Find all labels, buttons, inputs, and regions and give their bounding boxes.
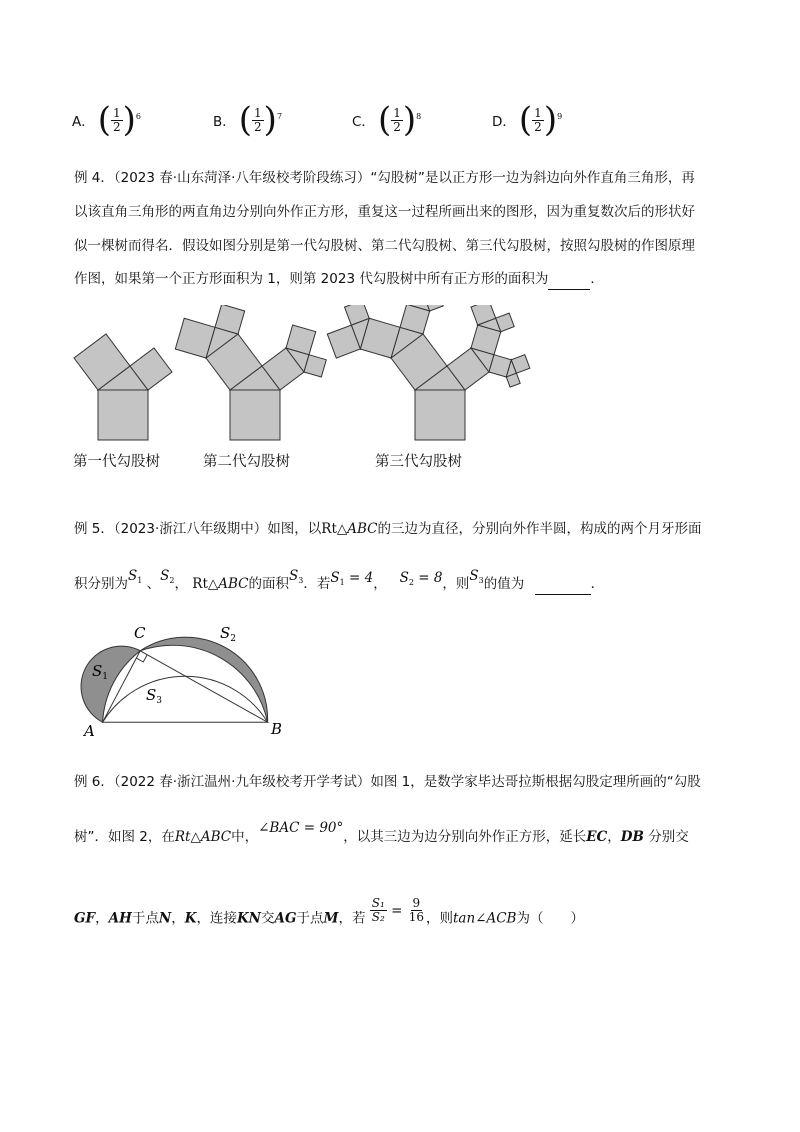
option-a[interactable]: A． ( $\frac{1}{2}$ ) 6	[72, 100, 142, 140]
fraction: $\frac{1}{2}$	[254, 105, 262, 134]
tree-square	[98, 390, 148, 440]
option-c[interactable]: C． ( $\frac{1}{2}$ ) 8	[352, 100, 422, 140]
ex5-line-1: 例 5．（2023·浙江八年级期中）如图，以Rt△ABC的三边为直径，分别向外作半圆，构成的两个月牙形面	[74, 521, 702, 537]
value-fraction: $\frac{9}{16}$	[408, 896, 424, 924]
caption-gen2: 第二代勾股树	[203, 454, 290, 470]
ex4-line-4: 作图，如果第一个正方形面积为 1，则第 2023 代勾股树中所有正方形的面积为 ．	[74, 269, 604, 290]
fraction: $\frac{1}{2}$	[113, 105, 121, 134]
label-s1: $S_1$	[92, 662, 109, 682]
label-a: A	[84, 722, 95, 740]
answer-blank[interactable]	[535, 574, 591, 595]
option-letter: C．	[352, 114, 375, 130]
caption-gen3: 第三代勾股树	[375, 454, 462, 470]
ex4-line-3: 似一棵树而得名．假设如图分别是第一代勾股树、第二代勾股树、第三代勾股树，按照勾股树的作图原理	[74, 238, 695, 254]
option-letter: D．	[492, 114, 516, 130]
label-s2: $S_2$	[220, 624, 237, 644]
ratio-fraction: $\frac{\text{S₁}}{\text{S₂}}$	[371, 896, 385, 924]
exponent: 7	[276, 111, 283, 121]
exponent: 8	[416, 111, 422, 121]
ex4-line-2: 以该直角三角形的两直角边分别向外作正方形，重复这一过程所画出来的图形，因为重复数次后的形状好	[74, 204, 695, 220]
option-letter: A．	[72, 114, 95, 130]
ex6-line-2: 树”．如图 2，在Rt△ABC中，∠BAC = 90°，以其三边为边分别向外作正方形，延长EC，DB 分别交	[74, 820, 689, 845]
lune-figure	[70, 610, 310, 745]
label-b: B	[271, 720, 283, 738]
label-c: C	[134, 624, 146, 642]
pythagoras-trees-figure	[60, 305, 540, 445]
option-letter: B．	[213, 114, 236, 130]
caption-gen1: 第一代勾股树	[73, 454, 160, 470]
tree-square	[415, 390, 465, 440]
option-b[interactable]: B． ( $\frac{1}{2}$ ) 7	[213, 100, 283, 140]
ex5-line-2: 积分别为$S_1$ 、$S_2$， Rt△ABC的面积$S_3$．若$S_1 = 4$， $S_2 = 8$，则$S_3$的值为 ．	[74, 574, 604, 599]
ex4-line-1: 例 4．（2023 春·山东菏泽·八年级校考阶段练习）“勾股树”是以正方形一边为斜边向外作直角三角形，再	[74, 170, 695, 186]
ex6-line-3: GF，AH于点N，K，连接KN交AG于点M，若 $\frac{\text{S₁}}{\text{S₂}}$ = $\frac{9}{16}$ ，则tan∠ACB为（ ）	[74, 896, 584, 927]
trees-group	[74, 305, 530, 440]
fraction: $\frac{1}{2}$	[393, 105, 401, 134]
label-s3: $S_3$	[146, 686, 163, 706]
exponent: 9	[557, 111, 563, 121]
exponent: 6	[135, 111, 142, 121]
option-d[interactable]: D． ( $\frac{1}{2}$ ) 9	[492, 100, 563, 140]
fraction: $\frac{1}{2}$	[534, 105, 542, 134]
tree-square	[230, 390, 280, 440]
answer-blank[interactable]	[548, 269, 590, 290]
ex6-line-1: 例 6．（2022 春·浙江温州·九年级校考开学考试）如图 1，是数学家毕达哥拉斯根据勾股定理所画的“勾股	[74, 774, 701, 790]
